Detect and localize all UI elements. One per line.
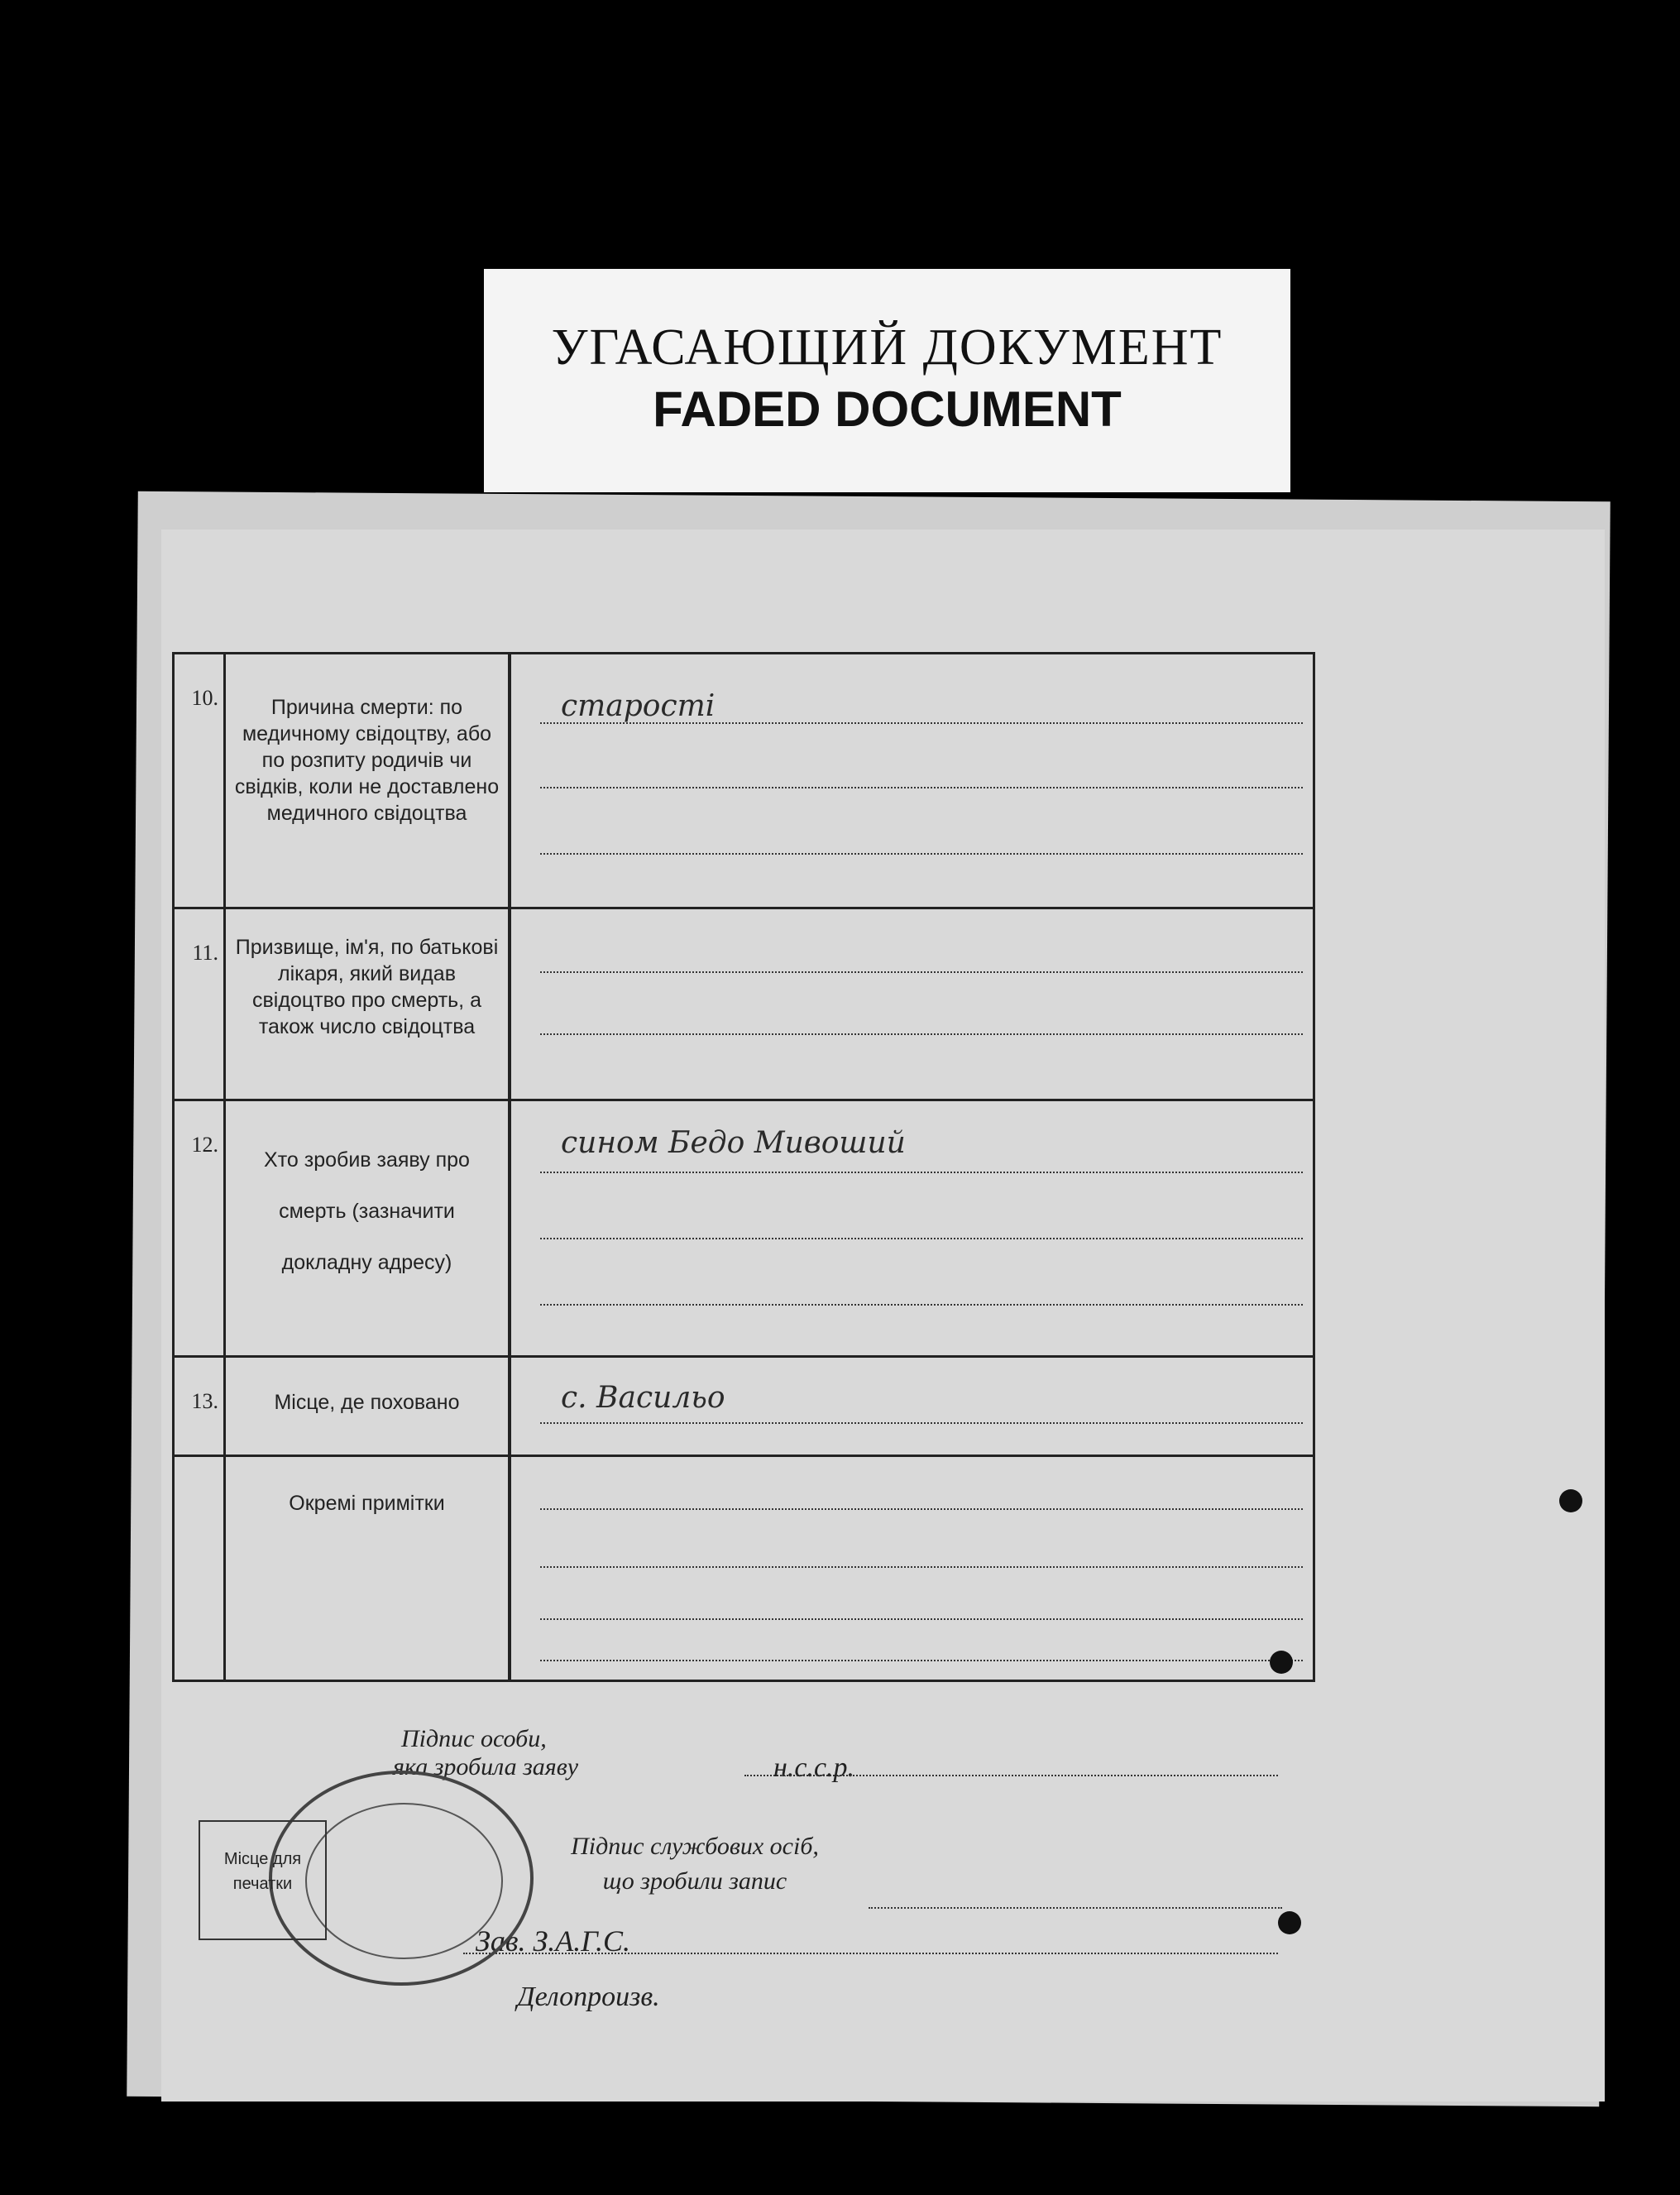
form-table xyxy=(172,652,1315,1682)
dotted-line xyxy=(540,1508,1303,1510)
row-number: 11. xyxy=(175,909,226,1099)
dotted-line xyxy=(869,1907,1282,1909)
form-row-burial-place xyxy=(175,1358,1313,1457)
handwritten-value: старості xyxy=(561,689,716,723)
applicant-label-line: Підпис особи, xyxy=(401,1725,547,1752)
official-signature-2: Делопроизв. xyxy=(517,1982,660,2012)
row-label: Місце, де поховано xyxy=(226,1358,511,1455)
row-label: Причина смерти: по медичному свідоцтву, або по розпиту родичів чи свідків, коли не доставлено медичного свідоцтва xyxy=(226,654,511,907)
dotted-line xyxy=(540,1172,1303,1173)
seal-box-line: печатки xyxy=(232,1875,293,1893)
dotted-line xyxy=(540,1566,1303,1568)
row-value-area xyxy=(511,1457,1313,1680)
row-label: Призвище, ім'я, по батькові лікаря, який видав свідоцтво про смерть, а також число свідоцтва xyxy=(226,909,511,1099)
dotted-line xyxy=(540,1033,1303,1035)
seal-inner-ring xyxy=(305,1803,503,1959)
row-value-area xyxy=(511,654,1313,907)
row-number: 12. xyxy=(175,1101,226,1355)
form-row-notes xyxy=(175,1457,1313,1680)
dotted-line xyxy=(540,1304,1303,1306)
dotted-line xyxy=(540,1618,1303,1620)
faded-document-label xyxy=(484,269,1290,492)
dotted-line xyxy=(463,1953,1278,1954)
dotted-line xyxy=(540,1660,1303,1661)
row-label: Окремі примітки xyxy=(226,1457,511,1680)
row-label: Хто зробив заяву про смерть (зазначити докладну адресу) xyxy=(226,1101,511,1355)
dotted-line xyxy=(540,853,1303,855)
applicant-label-line: яка зробила заяву xyxy=(393,1753,579,1780)
form-row-doctor xyxy=(175,909,1313,1101)
seal-placeholder-box xyxy=(199,1820,327,1940)
row-value-area xyxy=(511,909,1313,1099)
label-russian: УГАСАЮЩИЙ ДОКУМЕНТ xyxy=(551,319,1223,376)
label-english: FADED DOCUMENT xyxy=(653,381,1122,437)
dotted-line xyxy=(540,722,1303,724)
official-signature-1: Зав. З.А.Г.С. xyxy=(476,1924,631,1958)
dotted-line xyxy=(540,787,1303,788)
dotted-line xyxy=(744,1775,1278,1776)
dotted-line xyxy=(540,1422,1303,1424)
punch-hole xyxy=(1559,1489,1582,1512)
row-number xyxy=(175,1457,226,1680)
form-row-declarant xyxy=(175,1101,1313,1358)
handwritten-value: сином Бедо Мивоший xyxy=(561,1126,906,1160)
punch-hole xyxy=(1270,1651,1293,1674)
officials-label-line: Підпис службових осіб, xyxy=(571,1833,819,1860)
handwritten-value: с. Васильо xyxy=(561,1381,725,1415)
form-row-cause-of-death xyxy=(175,654,1313,909)
punch-hole xyxy=(1278,1911,1301,1934)
row-value-area xyxy=(511,1101,1313,1355)
dotted-line xyxy=(540,971,1303,973)
seal-box-line: Місце для xyxy=(223,1850,302,1868)
officials-label-line: що зробили запис xyxy=(602,1867,787,1895)
row-value-area xyxy=(511,1358,1313,1455)
row-number: 10. xyxy=(175,654,226,907)
row-number: 13. xyxy=(175,1358,226,1455)
officials-signature-label xyxy=(534,1833,856,1895)
applicant-signature-value: н.с.с.р. xyxy=(773,1752,855,1783)
dotted-line xyxy=(540,1238,1303,1239)
